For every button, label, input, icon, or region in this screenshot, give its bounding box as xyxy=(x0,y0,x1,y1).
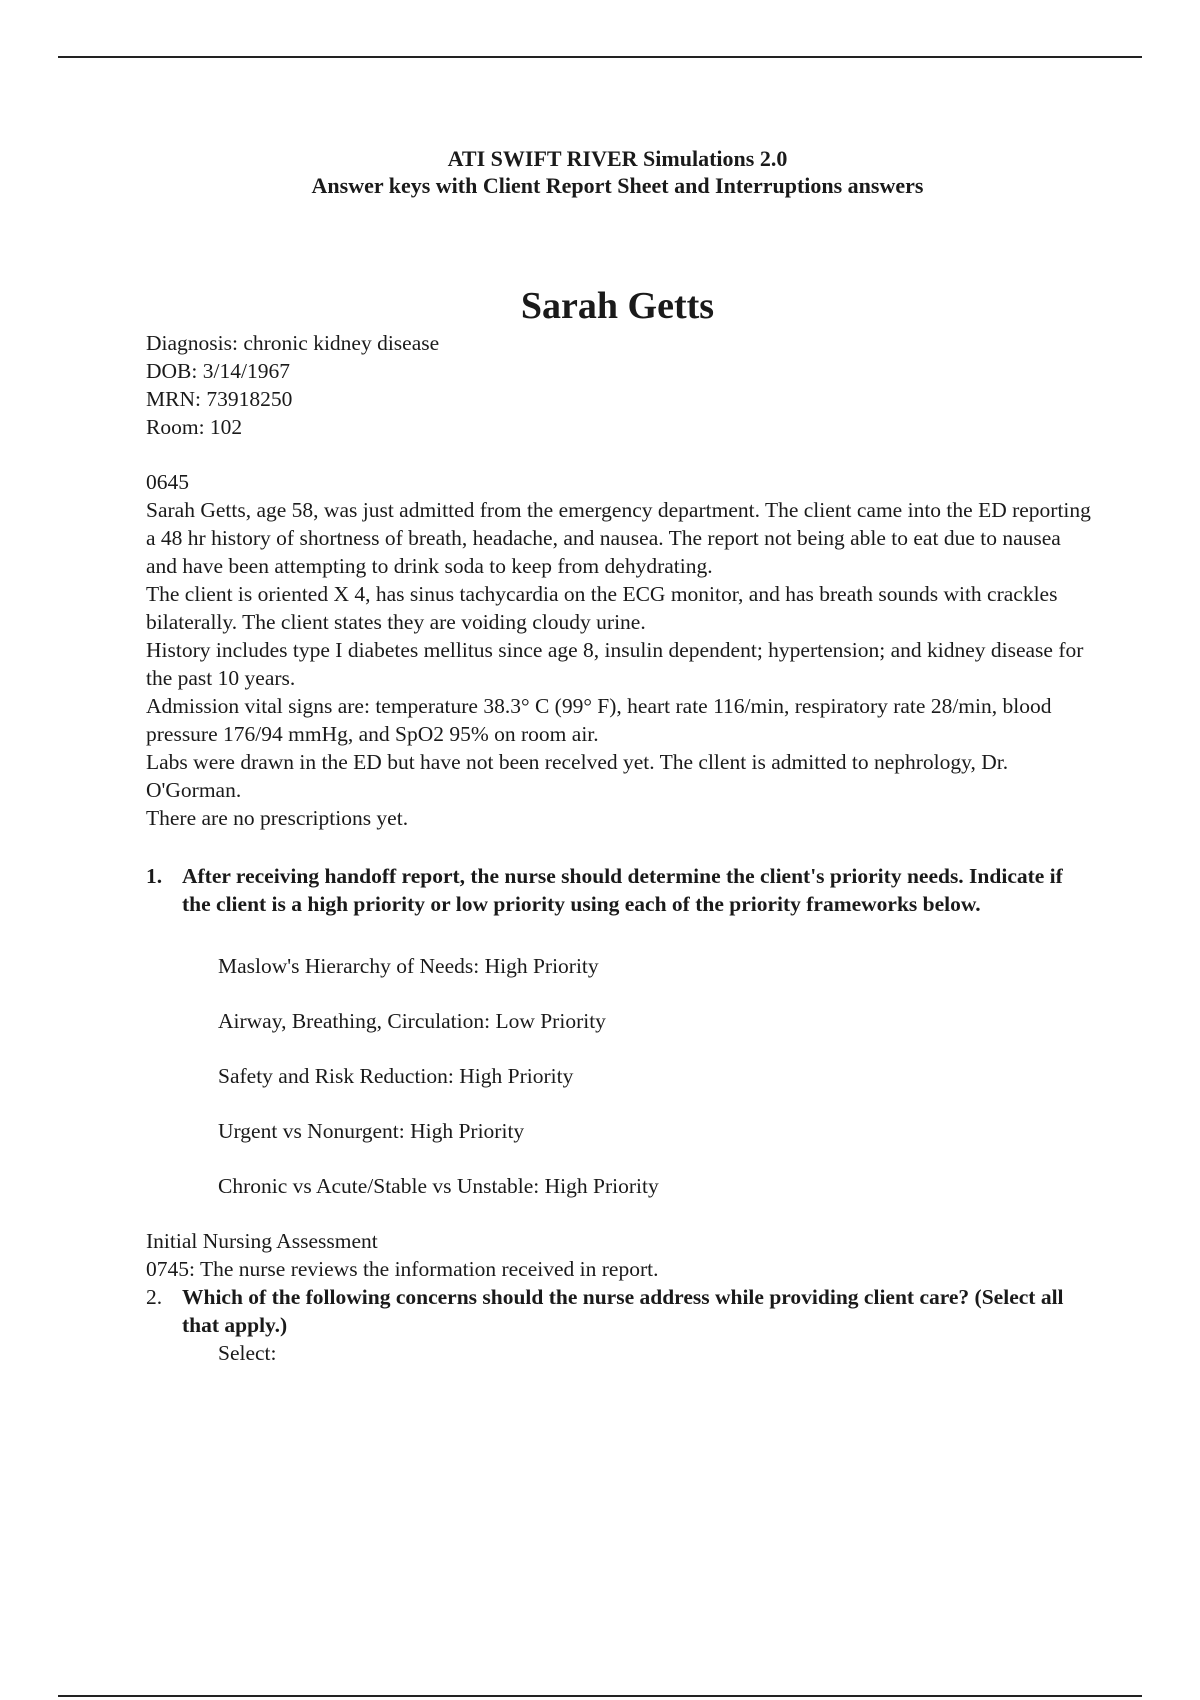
document-title-line-1: ATI SWIFT RIVER Simulations 2.0 xyxy=(447,146,788,171)
answer-item: Airway, Breathing, Circulation: Low Priority xyxy=(218,1009,606,1033)
question-2-number: 2. xyxy=(146,1285,163,1309)
top-rule xyxy=(58,56,1142,58)
date-of-birth: DOB: 3/14/1967 xyxy=(146,359,290,383)
assessment-note: 0745: The nurse reviews the information received in report. xyxy=(146,1257,659,1281)
diagnosis: Diagnosis: chronic kidney disease xyxy=(146,331,440,355)
select-label: Select: xyxy=(218,1341,277,1365)
question-1-number: 1. xyxy=(146,864,163,888)
room-number: Room: 102 xyxy=(146,415,243,439)
document-body xyxy=(146,329,1096,1367)
question-1-text: After receiving handoff report, the nurse should determine the client's priority needs. Indicate if the client is a high priority or low priority using each of the priority frameworks below. xyxy=(182,864,1063,916)
question-2-text: Which of the following concerns should the nurse address while providing client care? (Select all that apply.) xyxy=(182,1285,1064,1337)
report-paragraph: There are no prescriptions yet. xyxy=(146,806,409,830)
report-paragraph: Admission vital signs are: temperature 38.3° C (99° F), heart rate 116/min, respiratory rate 28/min, blood pressure 176/94 mmHg, and SpO2 95% on room air. xyxy=(146,694,1052,746)
answer-item: Maslow's Hierarchy of Needs: High Priority xyxy=(218,954,599,978)
bottom-rule xyxy=(58,1695,1142,1697)
answer-item: Safety and Risk Reduction: High Priority xyxy=(218,1064,574,1088)
report-paragraph: Labs were drawn in the ED but have not been recelved yet. The cllent is admitted to nephrology, Dr. O'Gorman. xyxy=(146,750,1009,802)
medical-record-number: MRN: 73918250 xyxy=(146,387,293,411)
question-1-answers xyxy=(146,952,1096,1200)
answer-item: Chronic vs Acute/Stable vs Unstable: High Priority xyxy=(218,1174,659,1198)
assessment-heading: Initial Nursing Assessment xyxy=(146,1229,378,1253)
question-1 xyxy=(146,862,1096,918)
handoff-report xyxy=(146,468,1096,832)
patient-demographics xyxy=(146,329,1096,441)
report-paragraph: The client is oriented X 4, has sinus tachycardia on the ECG monitor, and has breath sounds with crackles bilaterally. The client states they are voiding cloudy urine. xyxy=(146,582,1058,634)
patient-name: Sarah Getts xyxy=(520,285,715,327)
document-title xyxy=(0,145,1200,199)
question-2 xyxy=(146,1283,1096,1339)
report-paragraph: History includes type I diabetes mellitus since age 8, insulin dependent; hypertension; and kidney disease for the past 10 years. xyxy=(146,638,1084,690)
report-time: 0645 xyxy=(146,470,189,494)
report-paragraph: Sarah Getts, age 58, was just admitted from the emergency department. The client came into the ED reporting a 48 hr history of shortness of breath, headache, and nausea. The report not being able to eat due to nausea and have been attempting to drink soda to keep from dehydrating. xyxy=(146,498,1091,578)
answer-item: Urgent vs Nonurgent: High Priority xyxy=(218,1119,525,1143)
document-title-line-2: Answer keys with Client Report Sheet and Interruptions answers xyxy=(311,173,924,198)
